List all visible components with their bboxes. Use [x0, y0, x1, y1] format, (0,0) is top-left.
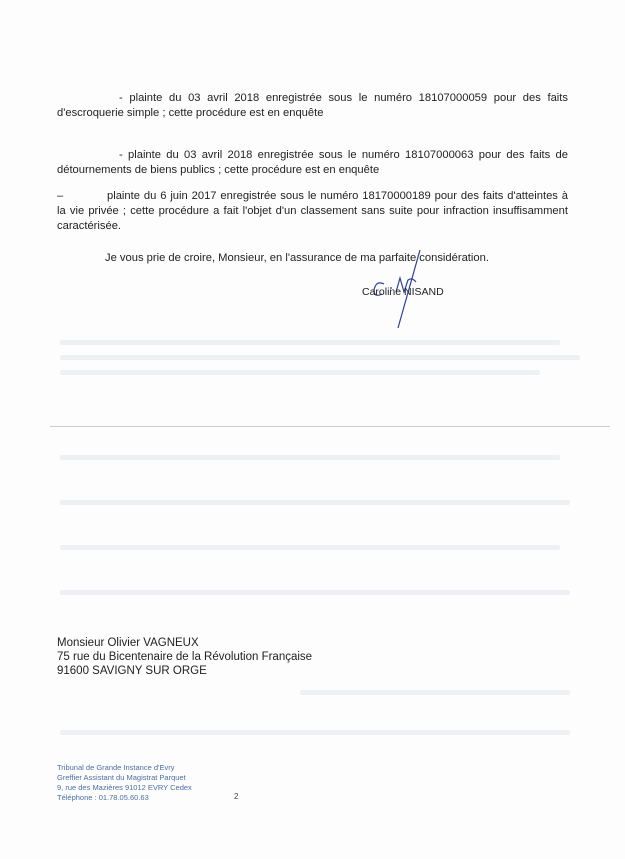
- recipient-street: 75 rue du Bicentenaire de la Révolution Française: [57, 651, 313, 663]
- footer-office: Greffier Assistant du Magistrat Parquet: [57, 773, 186, 782]
- closing-formula: Je vous prie de croire, Monsieur, en l'assurance de ma parfaite considération.: [105, 252, 489, 264]
- footer-phone: Téléphone : 01.78.05.60.63: [57, 793, 149, 802]
- paragraph-complaint-2: - plainte du 03 avril 2018 enregistrée sous le numéro 18107000063 pour des faits de détournements de biens publics ; cette procédure est en enquête: [57, 149, 568, 176]
- footer-address: 9, rue des Mazières 91012 EVRY Cedex: [57, 783, 192, 792]
- recipient-city: 91600 SAVIGNY SUR ORGE: [57, 665, 207, 677]
- divider-line: [50, 426, 610, 427]
- footer-court: Tribunal de Grande Instance d'Evry: [57, 763, 175, 772]
- court-footer: [57, 763, 192, 803]
- signatory-name: Caroline NISAND: [362, 286, 444, 298]
- paragraph-complaint-1: - plainte du 03 avril 2018 enregistrée sous le numéro 18107000059 pour des faits d'escroquerie simple ; cette procédure est en enquête: [57, 92, 568, 119]
- recipient-address: [57, 636, 312, 678]
- page-number: 2: [234, 792, 239, 801]
- paragraph-complaint-3: – plainte du 6 juin 2017 enregistrée sous le numéro 18170000189 pour des faits d'atteintes à la vie privée ; cette procédure a fait l'objet d'un classement sans suite pour infraction insuffisamment caractérisée.: [57, 190, 568, 232]
- recipient-name: Monsieur Olivier VAGNEUX: [57, 637, 199, 649]
